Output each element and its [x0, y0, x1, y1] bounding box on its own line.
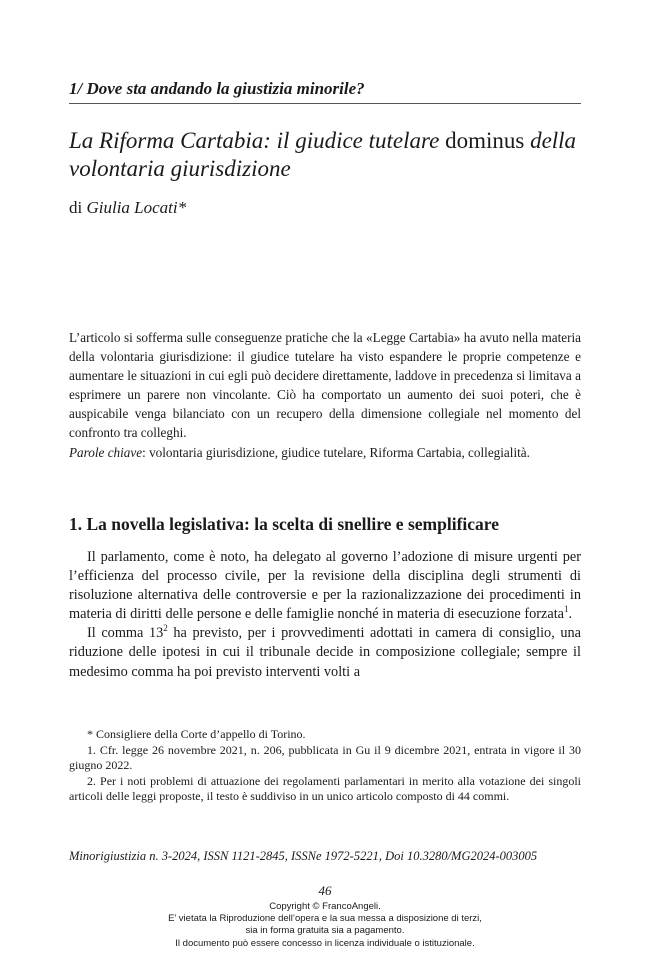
keywords-text: : volontaria giurisdizione, giudice tutelare, Riforma Cartabia, collegialità.: [142, 445, 530, 460]
paragraph: [69, 624, 581, 681]
keywords-label: Parole chiave: [69, 445, 143, 460]
footnote-ref[interactable]: 2: [163, 623, 168, 634]
paragraph: [69, 548, 581, 624]
keywords: [69, 443, 581, 462]
section-title: 1. La novella legislativa: la scelta di snellire e semplificare: [69, 514, 499, 534]
paragraph-text: Il comma 13: [87, 625, 164, 642]
title-part-2: dominus: [445, 128, 525, 153]
journal-citation: Minorigiustizia n. 3-2024, ISSN 1121-2845, ISSNe 1972-5221, Doi 10.3280/MG2024-003005: [69, 849, 538, 863]
article-title: [69, 127, 589, 183]
copyright-notice: [0, 901, 650, 950]
abstract: L’articolo si sofferma sulle conseguenze pratiche che la «Legge Cartabia» ha avuto nella materia della volontaria giurisdizione: il giudice tutelare ha visto espandere le proprie competenze e aumentare le situazioni in cui egli può decidere direttamente, laddove in precedenza si limitava a esprimere un parere non vincolante. Ciò ha comportato un aumento dei suoi poteri, che è auspicabile venga bilanciato con un recupero della dimensione collegiale nel momento del confronto tra colleghi.: [69, 330, 581, 440]
copyright-line: Il documento può essere concesso in licenza individuale o istituzionale.: [175, 937, 475, 949]
footnotes: [69, 727, 581, 805]
paragraph-text: Il parlamento, come è noto, ha delegato al governo l’adozione di misure urgenti per l’efficienza del processo civile, per la revisione della disciplina degli strumenti di risoluzione alternativa delle controversie e per la razionalizzazione dei procedimenti in materia di diritti delle persone e delle famiglie nonché in materia di esecuzione forzata: [69, 549, 581, 623]
footnote-ref[interactable]: 1: [564, 604, 569, 615]
copyright-line: Copyright © FrancoAngeli.: [269, 901, 381, 912]
header-rule: [69, 103, 581, 104]
section-heading: 1/ Dove sta andando la giustizia minorile?: [69, 79, 365, 98]
paragraph-text: ha previsto, per i provvedimenti adottati in camera di consiglio, una riduzione delle ipotesi in cui il tribunale decide in composizione collegiale; sempre il medesimo comma ha poi previsto interventi volti a: [69, 625, 581, 680]
footnote-1: 1. Cfr. legge 26 novembre 2021, n. 206, pubblicata in Gu il 9 dicembre 2021, entrata in vigore il 30 giugno 2022.: [69, 742, 581, 772]
title-part-1: La Riforma Cartabia: il giudice tutelare: [69, 128, 440, 153]
paragraph-end: .: [568, 606, 573, 623]
byline-prefix: di: [69, 198, 83, 217]
page-number: 46: [318, 883, 332, 898]
footnote-2: 2. Per i noti problemi di attuazione dei regolamenti parlamentari in merito alla votazione dei singoli articoli delle leggi proposte, il testo è suddiviso in un unico articolo composto di 44 commi.: [69, 773, 581, 803]
author-name: Giulia Locati*: [86, 198, 187, 217]
copyright-line: E’ vietata la Riproduzione dell’opera e la sua messa a disposizione di terzi,: [168, 913, 482, 925]
title-part-3: della volontaria giurisdizione: [69, 128, 577, 181]
byline: [69, 198, 186, 218]
body-text: [69, 548, 581, 682]
footnote-author: * Consigliere della Corte d’appello di Torino.: [87, 727, 306, 741]
copyright-line: sia in forma gratuita sia a pagamento.: [245, 925, 405, 937]
